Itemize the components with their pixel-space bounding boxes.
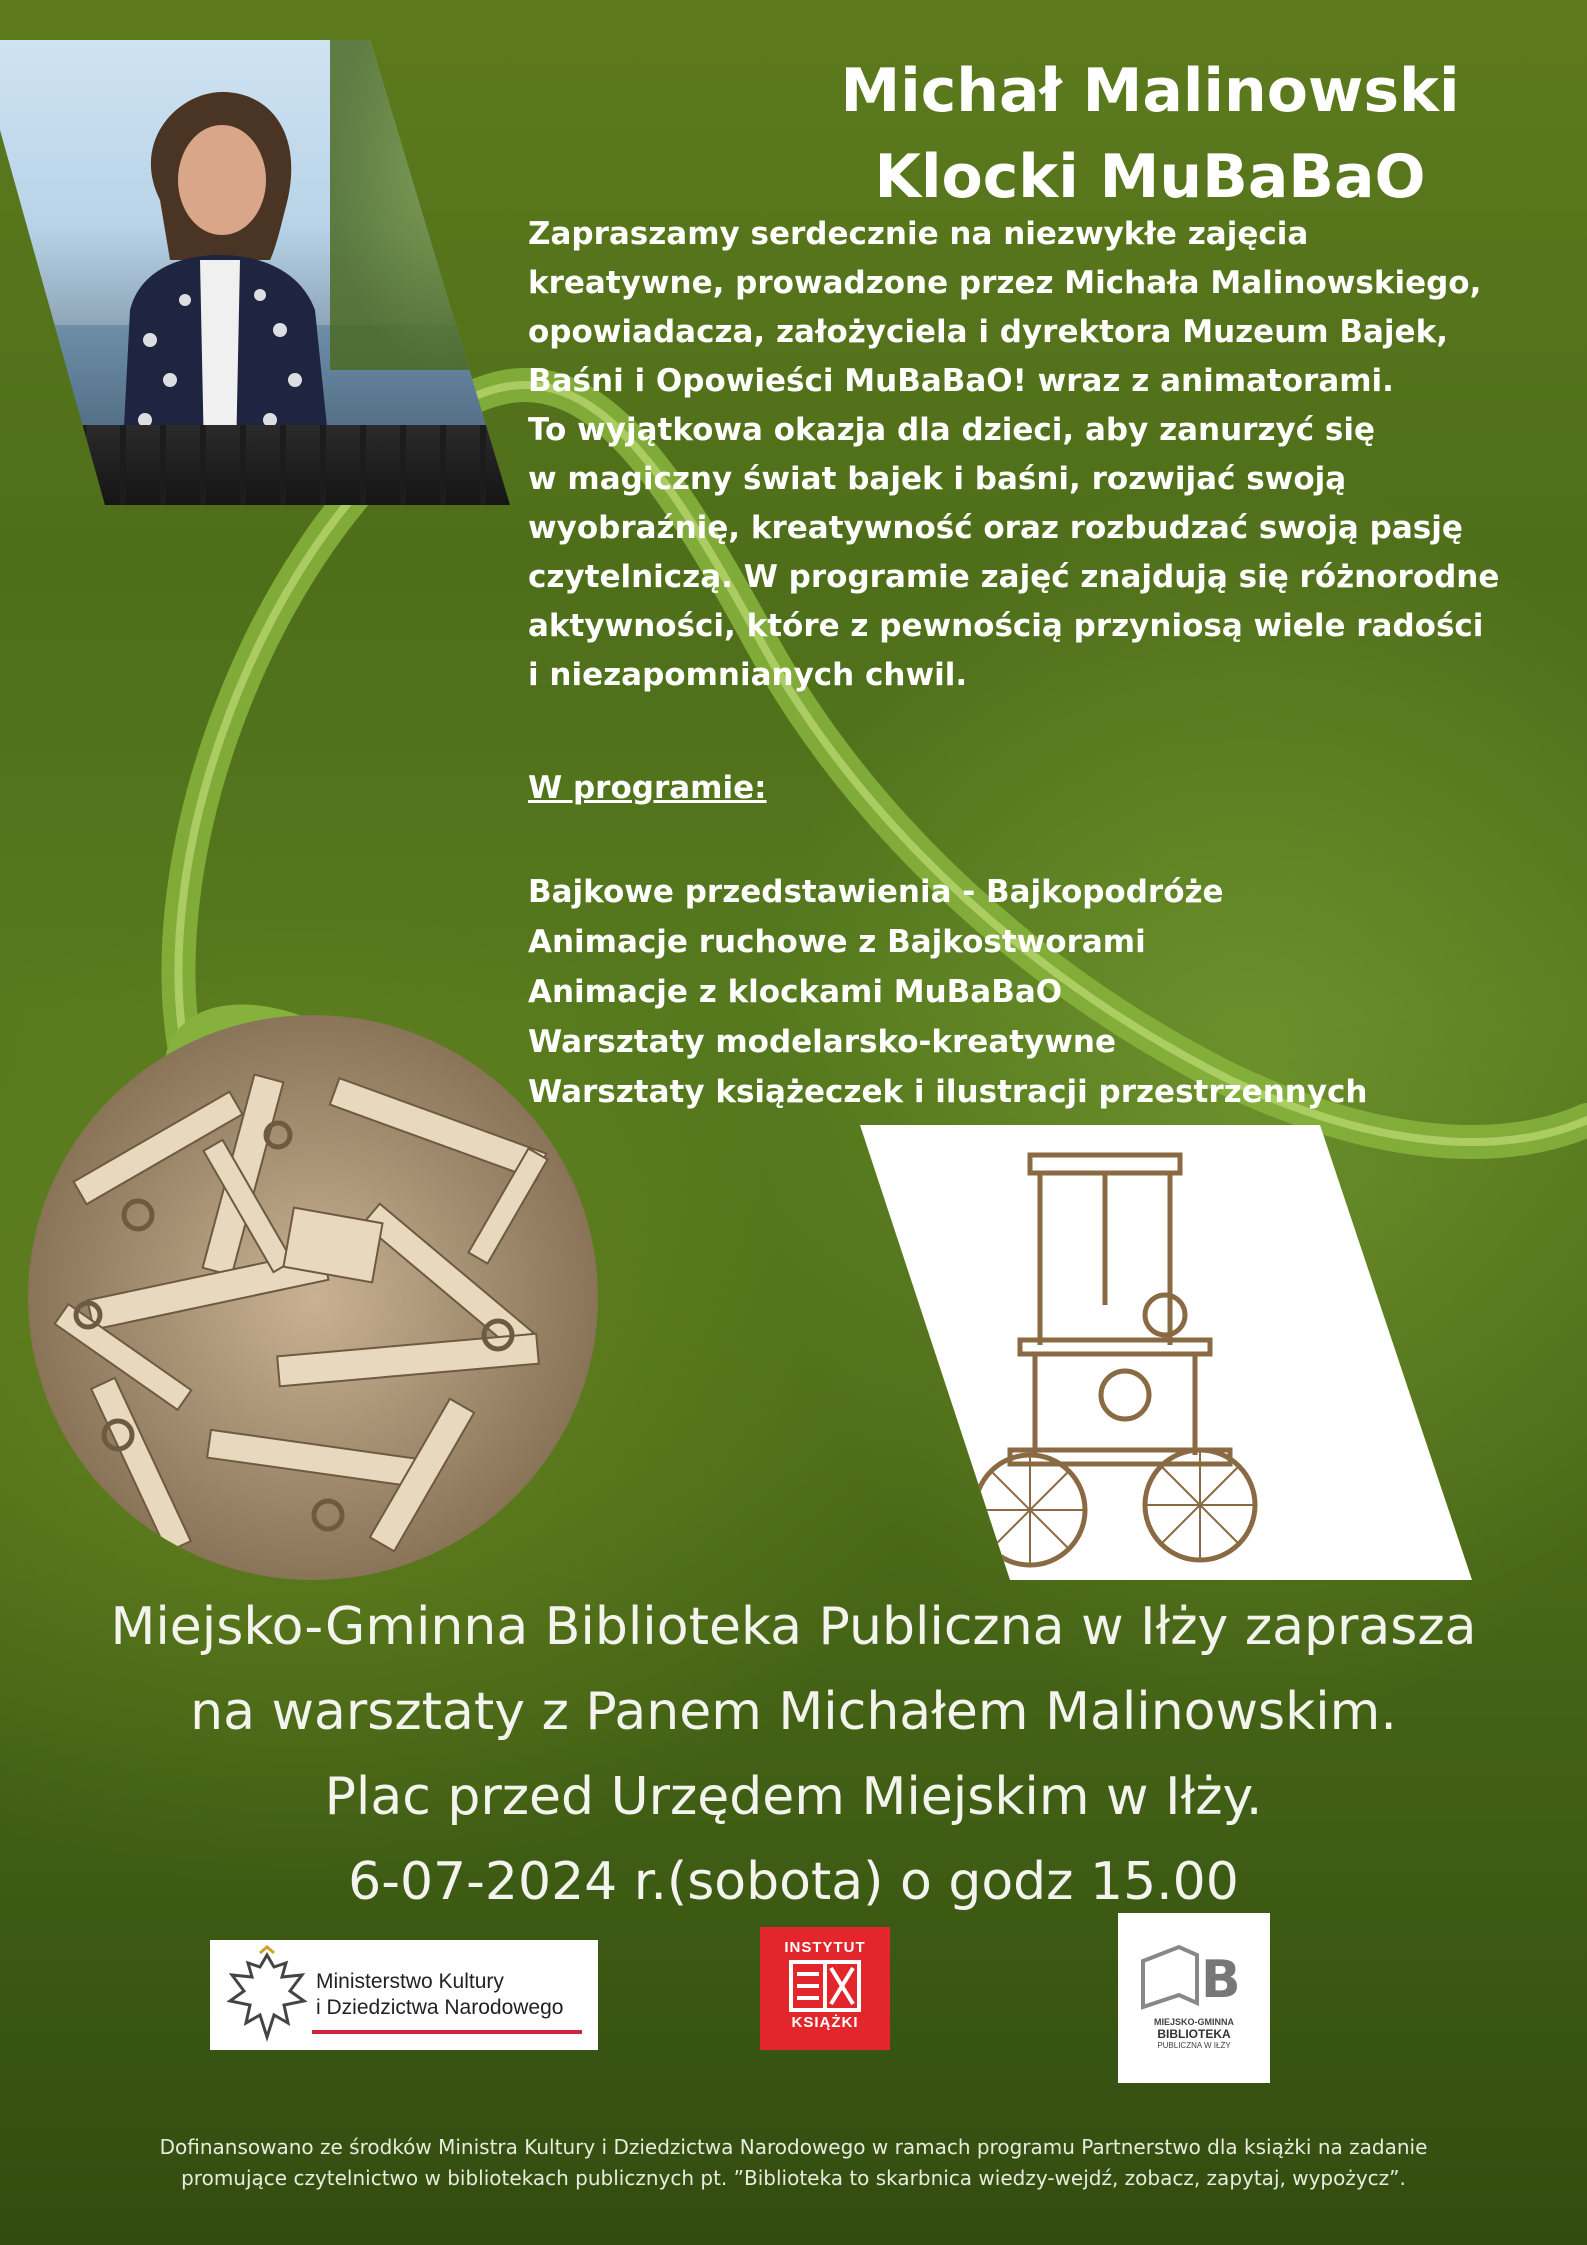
ministry-logo — [210, 1940, 598, 2050]
ministry-name-line: i Dziedzictwa Narodowego — [316, 1996, 564, 2019]
title-subtitle: Klocki MuBaBaO — [874, 142, 1426, 212]
program-item: Animacje z klockami MuBaBaO — [528, 974, 1063, 1010]
program-item: Warsztaty książeczek i ilustracji przestrzennych — [528, 1074, 1368, 1110]
eagle-icon — [224, 1945, 310, 2045]
library-name-line: MIEJSKO-GMINNA — [1153, 2017, 1234, 2027]
program-heading: W programie: — [528, 770, 767, 806]
wooden-blocks-photo — [28, 1015, 598, 1580]
program-list — [528, 867, 1367, 1117]
library-name-line: PUBLICZNA W IŁŻY — [1157, 2041, 1231, 2050]
instytut-label: INSTYTUT — [784, 1939, 866, 1956]
poster-title — [720, 48, 1580, 220]
intro-paragraph: Zapraszamy serdecznie na niezwykłe zajęcia kreatywne, prowadzone przez Michała Malinowskiego, opowiadacza, założyciela i dyrektora Muzeum Bajek, Baśni i Opowieści MuBaBaO! wraz z animatorami. To wyjątkowa okazja dla dzieci, aby zanurzyć się w magiczny świat bajek i baśni, rozwijać swoją wyobraźnię, kreatywność oraz rozbudzać swoją pasję czytelniczą. W programie zajęć znajdują się różnorodne aktywności, które z pewnością przyniosą wiele radości i niezapomnianych chwil. — [528, 216, 1500, 693]
ministry-name-line: Ministerstwo Kultury — [316, 1970, 504, 1993]
program-item: Animacje ruchowe z Bajkostworami — [528, 924, 1146, 960]
library-logo — [1118, 1913, 1270, 2083]
invite-line: na warsztaty z Panem Michałem Malinowskim. — [190, 1682, 1397, 1742]
title-name: Michał Malinowski — [840, 56, 1460, 126]
footer-line: Dofinansowano ze środków Ministra Kultury i Dziedzictwa Narodowego w ramach programu Partnerstwo dla książki na zadanie — [159, 2135, 1428, 2159]
svg-text:B: B — [1201, 1950, 1241, 2010]
invite-line: Plac przed Urzędem Miejskim w Iłży. — [324, 1767, 1263, 1827]
instytut-mark-icon — [789, 1960, 861, 2012]
footer-line: promujące czytelnictwo w bibliotekach publicznych pt. ”Biblioteka to skarbnica wiedzy-wejdź, zobacz, zapytaj, wypożycz”. — [181, 2166, 1406, 2190]
instytut-ksiazki-logo — [760, 1927, 890, 2050]
event-date: 6-07-2024 r.(sobota) o godz 15.00 — [348, 1852, 1239, 1912]
ministry-name — [316, 1969, 563, 2021]
wooden-blocks-pattern — [28, 1015, 598, 1580]
program-item: Warsztaty modelarsko-kreatywne — [528, 1024, 1117, 1060]
ksiazki-label: KSIĄŻKI — [791, 2014, 859, 2031]
invite-line: Miejsko-Gminna Biblioteka Publiczna w Iłży zaprasza — [110, 1597, 1477, 1657]
library-name-line: BIBLIOTEKA — [1157, 2027, 1231, 2041]
library-book-icon — [1139, 1941, 1249, 2011]
program-item: Bajkowe przedstawienia - Bajkopodróże — [528, 874, 1224, 910]
ministry-red-bar — [312, 2030, 582, 2034]
funding-footer — [0, 2132, 1587, 2194]
invitation-text — [0, 1585, 1587, 1925]
